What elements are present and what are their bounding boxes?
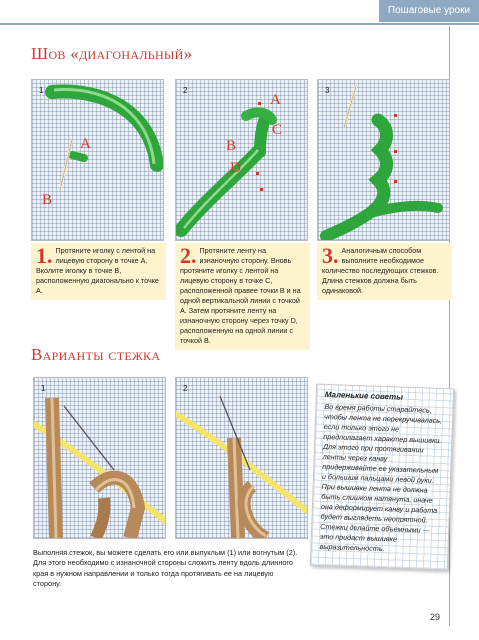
photo-step-2-label-c: C [272,122,283,138]
photo-step-1-drawing [32,80,163,240]
photo-step-3 [317,79,450,241]
step-1-text: Протяните иголку с лентой на лицевую сторону в точке А. Вколите иголку в точке В, расположенную диагонально к точке А. [36,246,159,295]
step-2 [175,243,310,350]
header-rule [0,23,479,25]
section-title-variants: Варианты стежка [31,345,161,364]
photo-variant-1-number: 1 [41,384,46,393]
photo-step-3-drawing [318,80,449,240]
photo-step-2-number: 2 [183,86,188,95]
photo-step-2-label-d: D [230,160,241,176]
tips-note [310,384,454,571]
photo-variant-1 [33,377,166,539]
photo-variant-2-drawing [176,378,307,538]
photo-step-1-label-a: A [80,136,91,152]
tips-paragraph-1: Во время работы старайтесь, чтобы лента не перекручивалась, если только этого не предполагает характер вышивки. Для этого при протягивании ленты через канву придерживайте ее указательным и большим пальцами левой руки. [321,401,443,485]
photo-step-1-number: 1 [39,86,44,95]
header-section-tab: Пошаговые уроки [379,0,479,22]
step-3-text: Аналогичным способом выполните необходимое количество последующих стежков. Длина стежков должна быть одинаковой. [322,246,439,295]
photo-step-1-label-b: B [42,192,53,208]
tips-title: Маленькие советы [324,389,404,402]
page-header [0,0,479,26]
step-2-number: 2. [180,243,197,268]
section-title-diagonal: Шов «диагональный» [31,44,193,63]
photo-step-2 [175,79,308,241]
photo-step-1 [31,79,164,241]
tips-paragraph-2: При вышивке лента не должна быть слишком натянута, иначе она деформирует канву и работа будет выглядеть неопрятной. Стежки делайте объемными — это придаст вышивке выразительность. [319,481,438,554]
step-1-number: 1. [36,243,53,268]
photo-variant-2-number: 2 [183,384,188,393]
step-1 [31,243,166,300]
photo-variant-1-drawing [34,378,165,538]
step-2-text: Протяните ленту на изнаночную сторону. Вновь протяните иголку с лентой на лицевую сторону в точке С, расположенной правее точки В и на одной вертикальной линии с точкой А. Затем протяните ленту на изнаночную сторону через точку D, расположенную на одной линии с точкой В. [180,246,301,345]
photo-step-2-drawing [176,80,307,240]
step-3 [317,243,452,300]
tips-body [319,402,444,556]
step-3-number: 3. [322,243,339,268]
page-number: 29 [430,612,441,622]
photo-variant-2 [175,377,308,539]
photo-step-2-label-a: A [270,92,281,108]
photo-step-3-number: 3 [325,86,330,95]
variants-caption: Выполняя стежок, вы можете сделать его или выпуклым (1) или вогнутым (2). Для этого необходимо с изнаночной стороны сложить ленту вдоль длинного края в нужном направлении и только тогда протягивать ее на лицевую сторону. [33,548,298,589]
photo-step-2-label-b: B [226,138,237,154]
